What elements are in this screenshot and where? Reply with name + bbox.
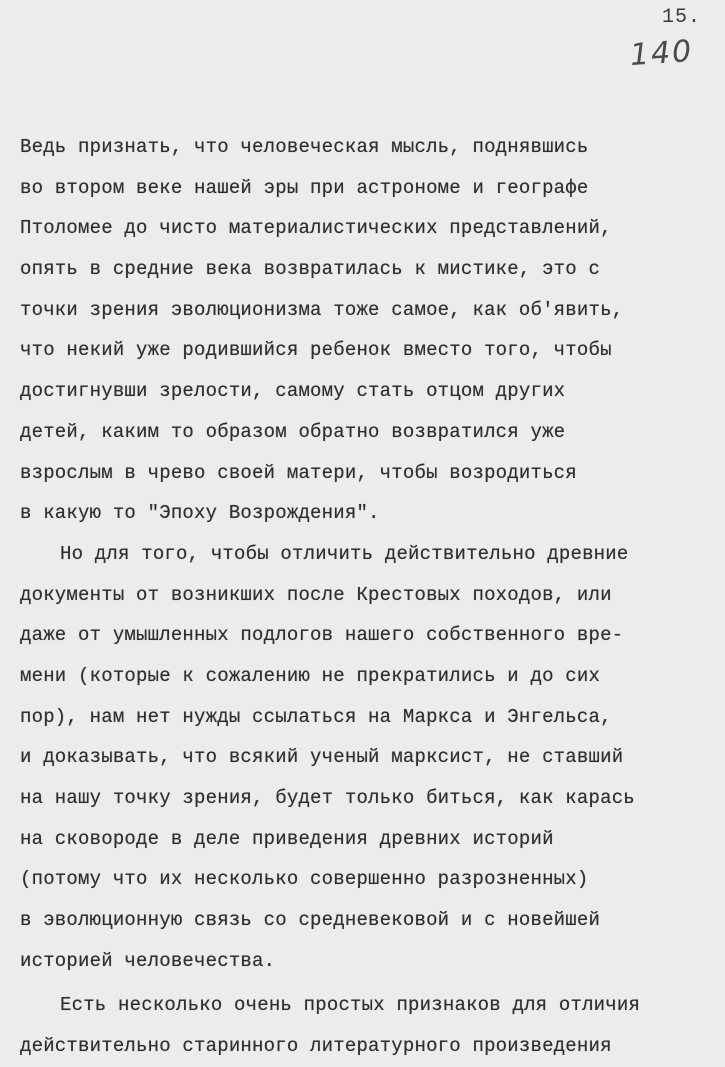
text-line: в эволюционную связь со средневековой и с новейшей [20,909,601,932]
text-line: достигнувши зрелости, самому стать отцом других [20,380,566,403]
text-line: действительно старинного литературного произведения [20,1035,612,1058]
text-line: во втором веке нашей эры при астрономе и географе [20,176,589,199]
handwritten-page-number: 140 [628,33,695,74]
text-line: Птоломее до чисто материалистических представлений, [20,217,612,240]
text-line: на нашу точку зрения, будет только биться, как карась [20,787,635,809]
text-line: даже от умышленных подлогов нашего собственного вре- [20,624,624,647]
text-line: документы от возникших после Крестовых походов, или [20,583,612,606]
text-line: историей человечества. [20,949,276,972]
text-line: Ведь признать, что человеческая мысль, поднявшись [20,136,589,158]
text-line: в какую то "Эпоху Возрождения". [20,502,380,525]
text-line: Но для того, чтобы отличить действительно древние [60,542,629,565]
text-line: мени (которые к сожалению не прекратились и до сих [20,664,601,687]
text-line: что некий уже родившийся ребенок вместо того, чтобы [20,339,612,362]
text-line: (потому что их несколько совершенно разрозненных) [20,868,589,891]
text-line: опять в средние века возвратилась к мистике, это с [20,258,601,281]
text-line: пор), нам нет нужды ссылаться на Маркса и Энгельса, [20,705,612,728]
page-number: 15. [662,6,702,29]
text-line: детей, каким то образом обратно возвратился уже [20,420,566,443]
text-line: взрослым в чрево своей матери, чтобы возродиться [20,461,577,484]
typewritten-text [20,127,720,1067]
text-line: на сковороде в деле приведения древних историй [20,827,554,850]
text-line: Есть несколько очень простых признаков для отличия [60,994,641,1017]
text-line: точки зрения эволюционизма тоже самое, как об'явить, [20,298,624,321]
text-line: и доказывать, что всякий ученый марксист, не ставший [20,746,624,769]
